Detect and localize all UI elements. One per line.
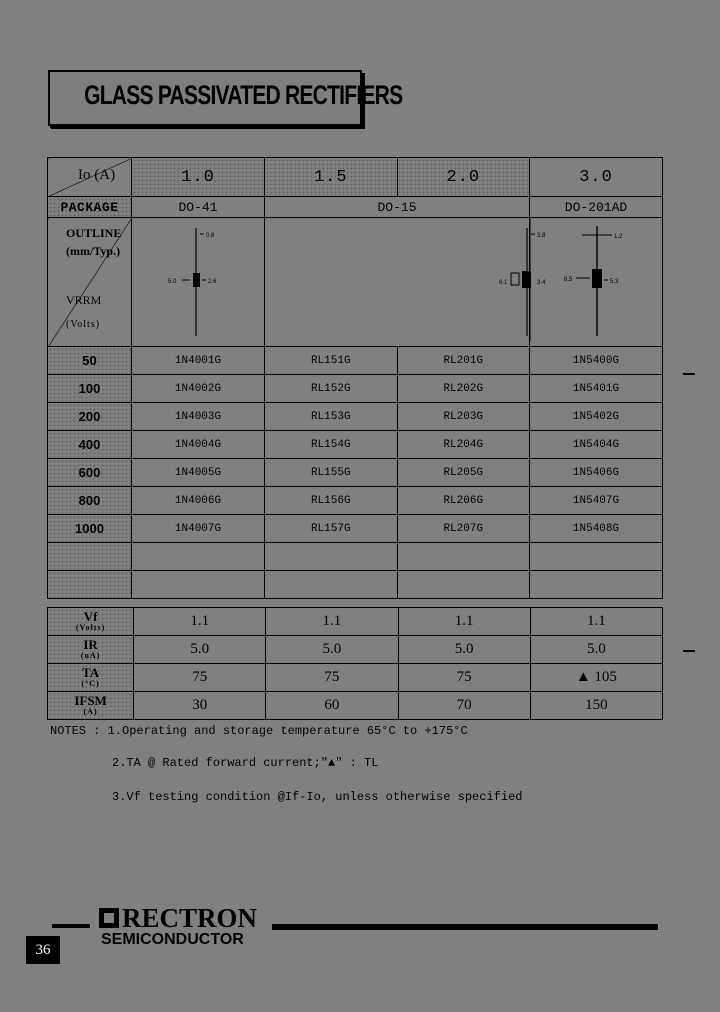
part-cell: 1N4004G (132, 431, 265, 459)
parameter-table (47, 607, 663, 720)
part-cell: RL202G (397, 375, 530, 403)
part-cell: 1N5401G (530, 375, 663, 403)
param-value: ▲ 105 (530, 664, 662, 692)
do41-lead-dim: 0.8 (206, 233, 215, 239)
table-row (48, 403, 663, 431)
param-unit: (uA) (80, 650, 101, 660)
brand-subtitle: SEMICONDUCTOR (101, 931, 244, 948)
io-label: Io (A) (78, 167, 116, 183)
page-number: 36 (26, 936, 60, 964)
param-value: 60 (266, 692, 398, 720)
vrrm-cell: 1000 (48, 515, 132, 543)
table-row (48, 487, 663, 515)
part-cell: RL157G (265, 515, 398, 543)
table-row (48, 692, 663, 720)
param-symbol (48, 608, 134, 636)
part-cell: 1N4007G (132, 515, 265, 543)
page-title: GLASS PASSIVATED RECTIFIERS (84, 80, 403, 110)
margin-mark (683, 373, 695, 375)
do41-drawing (132, 218, 264, 341)
vrrm-cell: 400 (48, 431, 132, 459)
io-header-cell (48, 158, 132, 197)
param-value: 1.1 (530, 608, 662, 636)
brand-name: RECTRON (122, 903, 258, 933)
param-value: 1.1 (266, 608, 398, 636)
current-4: 3.0 (530, 158, 663, 197)
package-do15: DO-15 (265, 197, 530, 218)
do15-drawing (265, 218, 546, 341)
param-value: 5.0 (398, 636, 530, 664)
part-cell: 1N4002G (132, 375, 265, 403)
outline-header-cell (48, 218, 132, 347)
do15-dia-dim: 3.4 (537, 280, 546, 286)
param-value: 1.1 (134, 608, 266, 636)
do41-body-dim: 5.0 (168, 279, 177, 285)
rectifier-table (47, 157, 663, 599)
package-do41: DO-41 (132, 197, 265, 218)
part-cell: RL151G (265, 347, 398, 375)
part-cell: RL205G (397, 459, 530, 487)
table-row (48, 347, 663, 375)
part-cell: RL203G (397, 403, 530, 431)
table-row (48, 431, 663, 459)
param-value: 5.0 (266, 636, 398, 664)
param-symbol-text: Vf (83, 608, 98, 624)
brand-rule-left (52, 924, 90, 928)
param-value: 5.0 (134, 636, 266, 664)
current-2: 1.5 (265, 158, 398, 197)
param-value: 1.1 (398, 608, 530, 636)
part-cell: 1N5408G (530, 515, 663, 543)
brand-logo (99, 903, 257, 934)
part-cell: 1N5404G (530, 431, 663, 459)
part-cell: RL156G (265, 487, 398, 515)
table-row (48, 375, 663, 403)
package-do201ad: DO-201AD (530, 197, 663, 218)
part-cell: RL204G (397, 431, 530, 459)
part-cell: 1N4003G (132, 403, 265, 431)
do15-body-dim: 6.1 (499, 280, 508, 286)
part-cell: RL207G (397, 515, 530, 543)
param-value: 75 (266, 664, 398, 692)
table-row (48, 459, 663, 487)
margin-mark (683, 650, 695, 652)
outline-unit-label: (mm/Typ.) (66, 244, 121, 258)
part-cell: 1N5402G (530, 403, 663, 431)
param-symbol-text: IR (83, 636, 98, 652)
do201-drawing (530, 218, 662, 341)
param-value: 150 (530, 692, 662, 720)
brand-rule-right (272, 924, 658, 930)
vrrm-cell: 800 (48, 487, 132, 515)
part-cell: RL153G (265, 403, 398, 431)
param-value: 75 (398, 664, 530, 692)
part-cell: 1N4001G (132, 347, 265, 375)
do201-body-dim: 8.5 (564, 277, 573, 283)
do15-lead-dim: 3.8 (537, 233, 546, 239)
param-unit: (°C) (81, 678, 100, 688)
title-box (48, 70, 403, 126)
param-symbol (48, 664, 134, 692)
package-label: PACKAGE (48, 197, 132, 218)
vrrm-label: VRRM (66, 293, 102, 307)
part-cell: 1N5406G (530, 459, 663, 487)
title-underline (50, 125, 362, 128)
param-unit: (Volts) (75, 622, 106, 632)
param-value: 70 (398, 692, 530, 720)
note-2: 2.TA @ Rated forward current;"▲" : TL (112, 756, 379, 770)
table-row (48, 636, 663, 664)
table-row (48, 608, 663, 636)
outline-do15 (265, 218, 546, 347)
table-row-empty (48, 543, 663, 571)
table-row (48, 664, 663, 692)
part-cell: RL154G (265, 431, 398, 459)
part-cell: RL201G (397, 347, 530, 375)
part-cell: RL206G (397, 487, 530, 515)
param-value: 75 (134, 664, 266, 692)
part-cell: 1N4005G (132, 459, 265, 487)
part-cell: 1N5400G (530, 347, 663, 375)
note-1: NOTES : 1.Operating and storage temperature 65°C to +175°C (50, 724, 468, 738)
vrrm-cell: 100 (48, 375, 132, 403)
part-cell: 1N5407G (530, 487, 663, 515)
table-row-empty (48, 571, 663, 599)
volts-label: (Volts) (66, 319, 101, 330)
param-value: 30 (134, 692, 266, 720)
param-symbol-text: TA (82, 664, 100, 680)
outline-label: OUTLINE (66, 226, 122, 240)
part-cell: RL155G (265, 459, 398, 487)
outline-do201ad (530, 218, 663, 347)
part-cell: 1N4006G (132, 487, 265, 515)
table-row (48, 515, 663, 543)
param-symbol (48, 692, 134, 720)
param-value: 5.0 (530, 636, 662, 664)
outline-do41 (132, 218, 265, 347)
do201-lead-dim: 1.2 (614, 234, 623, 240)
vrrm-cell: 600 (48, 459, 132, 487)
current-3: 2.0 (397, 158, 530, 197)
part-cell: RL152G (265, 375, 398, 403)
param-symbol (48, 636, 134, 664)
vrrm-cell: 50 (48, 347, 132, 375)
vrrm-cell: 200 (48, 403, 132, 431)
do41-dia-dim: 2.6 (208, 279, 217, 285)
param-symbol-text: IFSM (74, 692, 107, 708)
do201-dia-dim: 5.3 (610, 279, 619, 285)
current-1: 1.0 (132, 158, 265, 197)
param-unit: (A) (83, 706, 98, 716)
rectron-logo-icon (99, 908, 119, 928)
note-3: 3.Vf testing condition @If-Io, unless otherwise specified (112, 790, 523, 804)
